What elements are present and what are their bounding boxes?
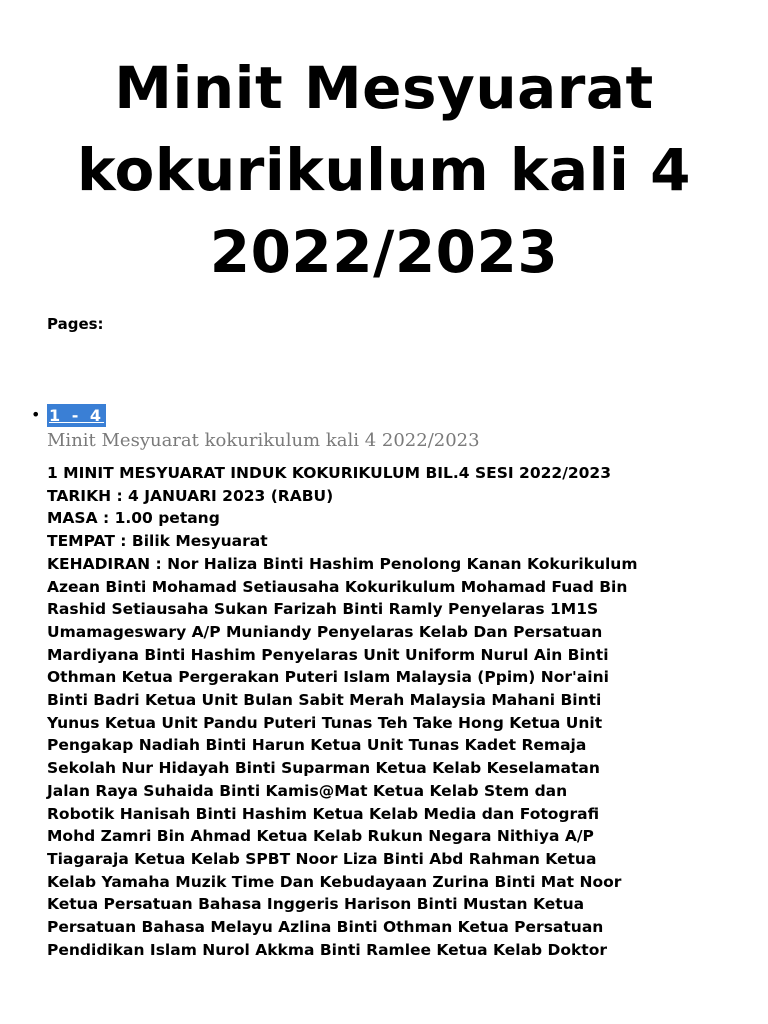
- title-line: Minit Mesyuarat: [114, 54, 654, 122]
- body-line: Kelab Yamaha Muzik Time Dan Kebudayaan Zurina Binti Mat Noor: [47, 872, 622, 891]
- title-line: 2022/2023: [209, 218, 559, 286]
- body-line: Jalan Raya Suhaida Binti Kamis@Mat Ketua Kelab Stem dan: [47, 781, 568, 800]
- body-line: Robotik Hanisah Binti Hashim Ketua Kelab Media dan Fotografi: [47, 804, 600, 823]
- body-line: MASA : 1.00 petang: [47, 509, 220, 528]
- body-line: Pendidikan Islam Nurol Akkma Binti Ramlee Ketua Kelab Doktor: [47, 940, 608, 959]
- document-subtitle: Minit Mesyuarat kokurikulum kali 4 2022/2023: [47, 430, 480, 451]
- document-body: [47, 462, 737, 961]
- page-range-link[interactable]: 1 - 4: [49, 406, 105, 425]
- body-line: Binti Badri Ketua Unit Bulan Sabit Merah Malaysia Mahani Binti: [47, 691, 602, 710]
- body-line: Umamageswary A/P Muniandy Penyelaras Kelab Dan Persatuan: [47, 622, 603, 641]
- body-line: Rashid Setiausaha Sukan Farizah Binti Ramly Penyelaras 1M1S: [47, 600, 599, 619]
- body-line: Othman Ketua Pergerakan Puteri Islam Malaysia (Ppim) Nor'aini: [47, 668, 609, 687]
- pages-label: Pages:: [47, 315, 104, 333]
- body-line: Ketua Persatuan Bahasa Inggeris Harison Binti Mustan Ketua: [47, 895, 585, 914]
- body-line: Tiagaraja Ketua Kelab SPBT Noor Liza Binti Abd Rahman Ketua: [47, 849, 597, 868]
- body-line: Mardiyana Binti Hashim Penyelaras Unit Uniform Nurul Ain Binti: [47, 645, 609, 664]
- body-line: Pengakap Nadiah Binti Harun Ketua Unit Tunas Kadet Remaja: [47, 736, 587, 755]
- body-line: TARIKH : 4 JANUARI 2023 (RABU): [47, 486, 334, 505]
- body-line: 1 MINIT MESYUARAT INDUK KOKURIKULUM BIL.4 SESI 2022/2023: [47, 464, 612, 482]
- body-line: Azean Binti Mohamad Setiausaha Kokurikulum Mohamad Fuad Bin: [47, 577, 628, 596]
- body-line: KEHADIRAN : Nor Haliza Binti Hashim Penolong Kanan Kokurikulum: [47, 554, 638, 573]
- body-line: Mohd Zamri Bin Ahmad Ketua Kelab Rukun Negara Nithiya A/P: [47, 827, 594, 846]
- list-bullet: •: [31, 405, 41, 424]
- title-line: kokurikulum kali 4: [77, 136, 691, 204]
- page-title: [0, 47, 768, 293]
- body-line: TEMPAT : Bilik Mesyuarat: [47, 532, 268, 551]
- body-line: Persatuan Bahasa Melayu Azlina Binti Othman Ketua Persatuan: [47, 918, 604, 937]
- body-line: Yunus Ketua Unit Pandu Puteri Tunas Teh Take Hong Ketua Unit: [47, 713, 603, 732]
- body-line: Sekolah Nur Hidayah Binti Suparman Ketua Kelab Keselamatan: [47, 759, 600, 778]
